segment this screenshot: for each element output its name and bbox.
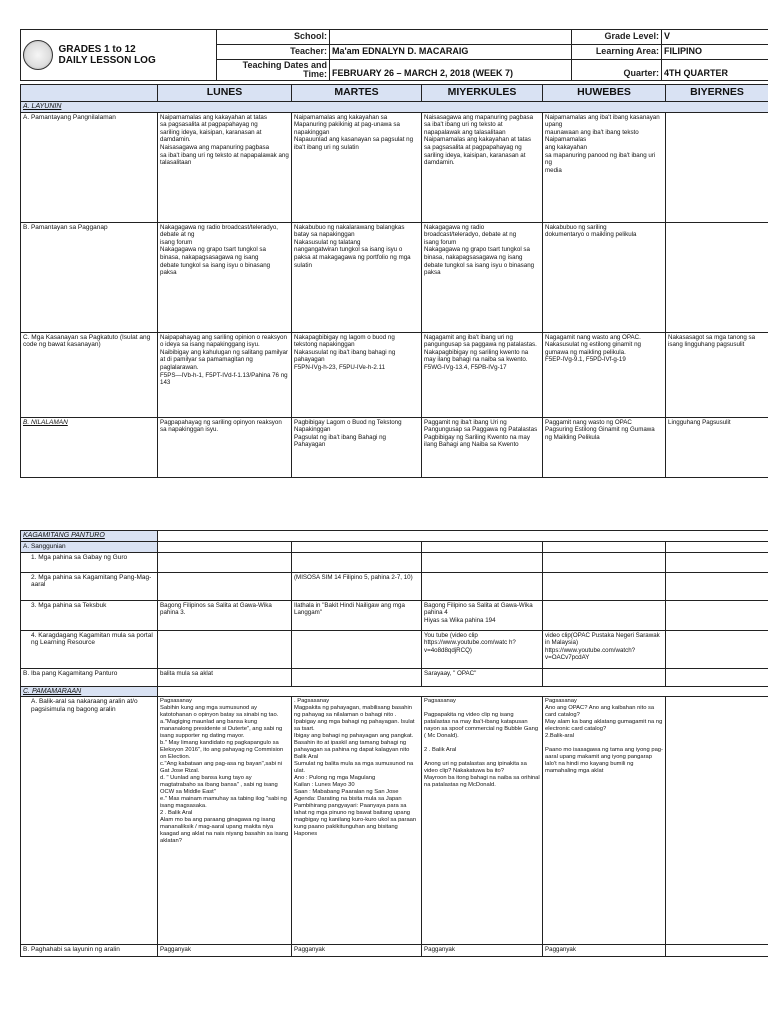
title-daily-lesson-log: DAILY LESSON LOG (58, 55, 156, 66)
dates-label (217, 60, 330, 81)
section-sanggunian: A. Sanggunian (21, 541, 158, 552)
day-lunes: LUNES (158, 85, 292, 102)
row-sanggunian (21, 541, 768, 552)
objectives-table (20, 84, 768, 478)
row-iba-pang-kagamitan (21, 668, 768, 686)
cell-miyerkules: You tube (video clip https://www.youtube.com/watc h?v=4o8d8qdjRCQ) (422, 630, 543, 668)
deped-logo-cell (21, 30, 57, 81)
dates-label-line1: Teaching Dates and (242, 60, 327, 70)
section-layunin-row (21, 102, 768, 113)
grade-value: V (662, 30, 768, 45)
blank-cell (158, 686, 768, 697)
section-layunin: A. LAYUNIN (21, 102, 768, 113)
cell-biyernes (666, 945, 768, 957)
cell-martes: Ilathala in "Bakit Hindi Nailigaw ang mga Langgam" (292, 600, 422, 630)
row-teksbuk (21, 600, 768, 630)
blank-cell (422, 541, 543, 552)
row-paghahabi (21, 945, 768, 957)
cell-martes (292, 552, 422, 572)
row-label: B. Paghahabi sa layunin ng aralin (21, 945, 158, 957)
school-value (330, 30, 572, 45)
cell-miyerkules: Nakagagawa ng radio broadcast/teleradyo, debate at ng isang forum Nakagagawa ng grapo tsart tungkol sa binasa, nakapagsasagawa ng isang debate tungkol sa isang isyu o binasang paksa (422, 222, 543, 332)
deped-seal-icon (23, 40, 53, 70)
row-label: 1. Mga pahina sa Gabay ng Guro (21, 552, 158, 572)
cell-biyernes (666, 630, 768, 668)
quarter-label: Quarter: (572, 60, 662, 81)
lesson-log-page-2 (20, 530, 768, 957)
row-pangnilalaman (21, 112, 768, 222)
cell-biyernes (666, 572, 768, 600)
days-header-row (21, 85, 768, 102)
log-title-cell (57, 30, 217, 81)
cell-lunes: Pagganyak (158, 945, 292, 957)
cell-lunes (158, 630, 292, 668)
days-blank-cell (21, 85, 158, 102)
day-martes: MARTES (292, 85, 422, 102)
cell-martes: Naipamamalas ang kakayahan sa Mapanuring pakikinig at pag-unawa sa napakinggan Napauunlad ang kasanayan sa pagsulat ng iba't ibang uri ng sulatin (292, 112, 422, 222)
row-label: 4. Karagdagang Kagamitan mula sa portal ng Learning Resource (21, 630, 158, 668)
cell-martes: Nakapagbibigay ng lagom o buod ng tekstong napakinggan Nakasusulat ng iba't ibang bahagi ng pahayagan F5PN-IVg-h-23, F5PU-IVe-h-2.11 (292, 332, 422, 417)
cell-lunes: Naipapahayag ang sariling opinion o reaksyon o ideya sa isang napakinggang isyu. Naibibigay ang kahulugan ng salitang pamilyar at di pamilyar sa pamamagitan ng paglalarawan. F5PS—IVb-h-1, F5PT-IVd-f-1.13/Pahina 76 ng 143 (158, 332, 292, 417)
cell-martes (292, 630, 422, 668)
day-biyernes: BIYERNES (666, 85, 768, 102)
quarter-value: 4TH QUARTER (662, 60, 768, 81)
lesson-log-page-1 (20, 29, 768, 478)
blank-cell (292, 541, 422, 552)
cell-huwebes (543, 552, 666, 572)
cell-huwebes: Pagganyak (543, 945, 666, 957)
cell-huwebes: Pagsasanay Ano ang OPAC? Ano ang kaibahan nito sa card catalog? May alam ka bang aklatang gumagamit na ng electronic card catalog? 2.Balik-aral Paano mo isasagawa ng tama ang iyong pag-aaral upang makamit ang iyong pangarap lalo't na hindi mo kayang bumili ng mamahaling mga aklat (543, 697, 666, 945)
cell-martes (292, 668, 422, 686)
blank-cell (543, 541, 666, 552)
cell-biyernes (666, 697, 768, 945)
cell-lunes: Bagong Filipinos sa Salita at Gawa-Wika pahina 3. (158, 600, 292, 630)
cell-biyernes (666, 552, 768, 572)
cell-lunes: balita mula sa aklat (158, 668, 292, 686)
cell-miyerkules (422, 552, 543, 572)
cell-huwebes: video clip(OPAC Pustaka Negeri Sarawak in Malaysia) https://www.youtube.com/watch?v=OACv7pcdAY (543, 630, 666, 668)
blank-cell (666, 541, 768, 552)
cell-huwebes: Nakabubuo ng sariling dokumentaryo o maikling pelikula (543, 222, 666, 332)
cell-lunes: Naipamamalas ang kakayahan at tatas sa pagsasalita at pagpapahayag ng sariling ideya, kaisipan, karanasan at damdamin. Naisasagawa ang mapanuring pagbasa sa iba't ibang uri ng teksto at napapalawak ang talasalitaan (158, 112, 292, 222)
row-pagganap (21, 222, 768, 332)
cell-miyerkules (422, 572, 543, 600)
row-label: A. Balik-aral sa nakaraang aralin at/o pagsisimula ng bagong aralin (21, 697, 158, 945)
cell-lunes: Pagpapahayag ng sariling opinyon reaksyon sa napakinggan isyu. (158, 417, 292, 477)
cell-lunes: Pagsasanay Sabihin kung ang mga sumusunod ay katotohanan o opinyon batay sa sinabi ng tao. a."Magiging maunlad ang bansa kung mananalong presidente si Duterte", ang sabi ng isang supporter ng dating mayor. b." May limang kandidato ng pagkapangulo sa Eleksyon 2016", ito ang pahayag ng Commision on Election. c."Ang kabataan ang pag-asa ng bayan",sabi ni Gat Jose Rizal. d. " Uunlad ang bansa kung tayo ay magtatrabaho sa ibang bansa" , sabi ng isang OCW sa Middle East" e." Mas mainam mamuhay sa tabing ilog "sabi ng isang magsasaka. 2 . Balik Aral Alam mo ba ang paraang ginagawa ng isang mananaliksik / mag-aaral upang makita niya kaagad ang aklat na nais niyang basahin sa isang aklatan? (158, 697, 292, 945)
cell-miyerkules: Paggamit ng iba't ibang Uri ng Pangungusap sa Paggawa ng Patalastas Pagbibigay ng Sariling Kwento na may ilang Bahagi ang Naiba sa Kwento (422, 417, 543, 477)
row-label: A. Pamantayang Pangnilalaman (21, 112, 158, 222)
cell-miyerkules: Nagagamit ang iba't ibang uri ng pangungusap sa paggawa ng patalastas. Nakapagbibigay ng sariling kwento na may ilang bahagi na naiba sa kwento. F5WG-IVg-13.4, F5PB-IVg-17 (422, 332, 543, 417)
area-label: Learning Area: (572, 45, 662, 60)
row-kagamitang-mag-aaral (21, 572, 768, 600)
cell-biyernes: Nakasasagot sa mga tanong sa isang lingguhang pagsusulit (666, 332, 768, 417)
section-kagamitan: KAGAMITANG PANTURO (21, 531, 158, 542)
cell-huwebes (543, 668, 666, 686)
cell-lunes (158, 552, 292, 572)
cell-miyerkules: Bagong Filipino sa Salita at Gawa-Wika pahina 4 Hiyas sa Wika pahina 194 (422, 600, 543, 630)
cell-miyerkules: Naisasagawa ang mapanuring pagbasa sa iba't ibang uri ng teksto at napapalawak ang talasalitaan Naipamamalas ang kakayahan at tatas sa pagsasalita at pagpapahayag ng sariling ideya, kaisipan, karanasan at damdamin. (422, 112, 543, 222)
cell-biyernes (666, 222, 768, 332)
day-miyerkules: MIYERKULES (422, 85, 543, 102)
cell-lunes (158, 572, 292, 600)
cell-huwebes: Nagagamit nang wasto ang OPAC. Nakasusulat ng estilong ginamit ng gumawa ng maikling pelikula. F5EP-IVg-9.1, F5PD-IVf-g-19 (543, 332, 666, 417)
row-label: 2. Mga pahina sa Kagamitang Pang-Mag-aaral (21, 572, 158, 600)
teacher-value: Ma'am EDNALYN D. MACARAIG (330, 45, 572, 60)
cell-miyerkules: Pagganyak (422, 945, 543, 957)
row-label: B. Pamantayan sa Pagganap (21, 222, 158, 332)
title-grades: GRADES 1 to 12 (58, 44, 136, 55)
blank-cell (158, 541, 292, 552)
section-pamamaraan-row (21, 686, 768, 697)
cell-huwebes: Paggamit nang wasto ng OPAC Pagsuring Estilong Ginamit ng Gumawa ng Maikling Pelikula (543, 417, 666, 477)
day-huwebes: HUWEBES (543, 85, 666, 102)
cell-biyernes (666, 112, 768, 222)
cell-miyerkules: Sarayaay, " OPAC" (422, 668, 543, 686)
section-kagamitan-row (21, 531, 768, 542)
row-gabay-guro (21, 552, 768, 572)
grade-label: Grade Level: (572, 30, 662, 45)
cell-martes: Nakabubuo ng nakalarawang balangkas batay sa napakinggan Nakasusulat ng talatang nangangatwiran tungkol sa isang isyu o paksa at makagagawa ng portfolio ng mga sulatin (292, 222, 422, 332)
cell-biyernes: Lingguhang Pagsusulit (666, 417, 768, 477)
blank-cell (158, 531, 768, 542)
area-value: FILIPINO (662, 45, 768, 60)
cell-biyernes (666, 668, 768, 686)
teacher-label: Teacher: (217, 45, 330, 60)
row-label: C. Mga Kasanayan sa Pagkatuto (Isulat ang code ng bawat kasanayan) (21, 332, 158, 417)
row-label: 3. Mga pahina sa Teksbuk (21, 600, 158, 630)
row-karagdagang-kagamitan (21, 630, 768, 668)
cell-lunes: Nakagagawa ng radio broadcast/teleradyo, debate at ng isang forum Nakagagawa ng grapo tsart tungkol sa binasa, nakapagsasagawa ng isang debate tungkol sa isang isyu o binasang paksa (158, 222, 292, 332)
cell-martes: (MISOSA SIM 14 Filipino 5, pahina 2-7, 10) (292, 572, 422, 600)
dates-label-line2: Time: (303, 69, 327, 79)
cell-martes: . Pagsasanay Magpakita ng pahayagan, mabilisang basahin ng pahayag sa nilalaman o bahagi nito . Ipabigay ang mga bahagi ng pahayagan. Isulat sa tsart. Ibigay ang bahagi ng pahayagan ang pangkat. Basahin ito at ipaskil ang tamang bahagi ng pahayagan sa pahina ng dapat kalagyan nito Balik Aral Sumulat ng balita mula sa mga sumusunod na ulat. Ano : Pulong ng mga Magulang Kailan : Lunes Mayo 30 Saan : Mababang Paaralan ng San Jose Agenda: Darating na bisita mula sa Japan Pambihirang pangyayari: Paanyaya para sa lahat ng mga pinuno ng bawat baitang upang magbigay ng kanilang kuro-kuro ukol sa paraan kung paano pakikitunguhan ang bisitang Hapones (292, 697, 422, 945)
cell-martes: Pagbibigay Lagom o Buod ng Tekstong Napakinggan Pagsulat ng iba't ibang Bahagi ng Pahayagan (292, 417, 422, 477)
materials-procedure-table (20, 530, 768, 957)
cell-huwebes (543, 600, 666, 630)
cell-miyerkules: Pagsasanay Pagpapakita ng video clip ng isang patalastas na may iba't-ibang katapusan nayon sa spoof commercial ng Bubble Gang ( Mc Donald). 2 . Balik Aral Anong uri ng patalastas ang ipinakita sa video clip? Nakakatuwa ba ito? Mayroon ba itong bahagi na naiba sa orihinal na patalastas ng McDonald. (422, 697, 543, 945)
cell-huwebes (543, 572, 666, 600)
cell-biyernes (666, 600, 768, 630)
row-label: B. NILALAMAN (21, 417, 158, 477)
school-label: School: (217, 30, 330, 45)
row-nilalaman (21, 417, 768, 477)
row-label: B. Iba pang Kagamitang Panturo (21, 668, 158, 686)
dates-value: FEBRUARY 26 – MARCH 2, 2018 (WEEK 7) (330, 60, 572, 81)
cell-martes: Pagganyak (292, 945, 422, 957)
section-pamamaraan: C. PAMAMARAAN (21, 686, 158, 697)
row-kasanayan (21, 332, 768, 417)
row-balik-aral (21, 697, 768, 945)
header-table (20, 29, 768, 81)
cell-huwebes: Naipamamalas ang iba't ibang kasanayan upang maunawaan ang iba't ibang teksto Naipamamalas ang kakayahan sa mapanuring panood ng iba't ibang uri ng media (543, 112, 666, 222)
